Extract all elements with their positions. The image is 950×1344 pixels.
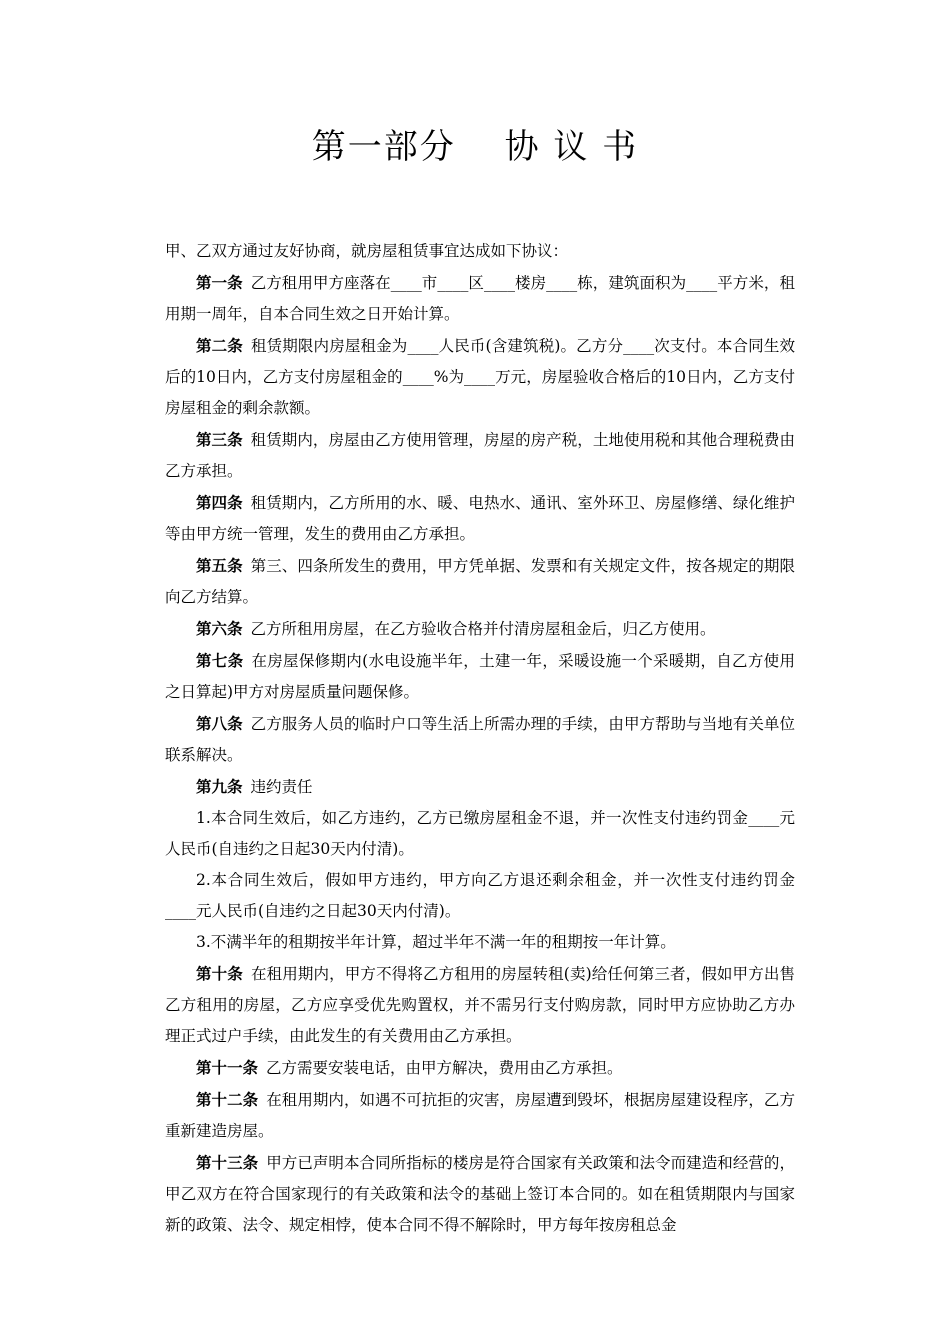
article-6 [165, 613, 795, 645]
article-8 [165, 708, 795, 771]
article-heading: 第九条 [196, 777, 243, 796]
article-text: 违约责任 [250, 778, 313, 796]
article-text: 租赁期限内房屋租金为____人民币(含建筑税)。乙方分____次支付。本合同生效后的10日内，乙方支付房屋租金的____%为____万元，房屋验收合格后的10日内，乙方支付房屋租金的剩余款额。 [165, 337, 795, 417]
agreement-body [165, 236, 795, 1241]
article-3 [165, 424, 795, 487]
article-11 [165, 1052, 795, 1084]
article-4 [165, 487, 795, 550]
article-text: 乙方所租用房屋，在乙方验收合格并付清房屋租金后，归乙方使用。 [250, 620, 716, 638]
article-heading: 第十三条 [196, 1153, 259, 1172]
article-text: 在房屋保修期内(水电设施半年，土建一年，采暖设施一个采暖期，自乙方使用之日算起)甲方对房屋质量问题保修。 [165, 652, 795, 701]
article-9 [165, 771, 795, 803]
article-heading: 第一条 [196, 273, 243, 292]
article-text: 乙方租用甲方座落在____市____区____楼房____栋，建筑面积为____平方米，租用期一周年，自本合同生效之日开始计算。 [165, 274, 795, 323]
liability-item-2: 2.本合同生效后，假如甲方违约，甲方向乙方退还剩余租金，并一次性支付违约罚金____元人民币(自违约之日起30天内付清)。 [165, 871, 795, 920]
article-text: 租赁期内，乙方所用的水、暖、电热水、通讯、室外环卫、房屋修缮、绿化维护等由甲方统一管理，发生的费用由乙方承担。 [165, 494, 795, 543]
article-heading: 第十二条 [196, 1090, 259, 1109]
article-text: 乙方需要安装电话，由甲方解决，费用由乙方承担。 [266, 1059, 623, 1077]
article-heading: 第六条 [196, 619, 243, 638]
article-7 [165, 645, 795, 708]
article-text: 乙方服务人员的临时户口等生活上所需办理的手续，由甲方帮助与当地有关单位联系解决。 [165, 715, 795, 764]
liability-item-1: 1.本合同生效后，如乙方违约，乙方已缴房屋租金不退，并一次性支付违约罚金____元人民币(自违约之日起30天内付清)。 [165, 809, 795, 858]
article-2 [165, 330, 795, 424]
article-heading: 第五条 [196, 556, 243, 575]
article-1 [165, 267, 795, 330]
article-text: 在租用期内，甲方不得将乙方租用的房屋转租(卖)给任何第三者，假如甲方出售乙方租用的房屋，乙方应享受优先购置权，并不需另行支付购房款，同时甲方应协助乙方办理正式过户手续，由此发生的有关费用由乙方承担。 [165, 965, 795, 1045]
article-5 [165, 550, 795, 613]
article-heading: 第十一条 [196, 1058, 259, 1077]
article-heading: 第三条 [196, 430, 243, 449]
article-text: 租赁期内，房屋由乙方使用管理，房屋的房产税，土地使用税和其他合理税费由乙方承担。 [165, 431, 795, 480]
article-text: 甲方已声明本合同所指标的楼房是符合国家有关政策和法令而建造和经营的，甲乙双方在符合国家现行的有关政策和法令的基础上签订本合同的。如在租赁期限内与国家新的政策、法令、规定相悖，使本合同不得不解除时，甲方每年按房租总金 [165, 1154, 795, 1234]
article-heading: 第十条 [196, 964, 243, 983]
article-13 [165, 1147, 795, 1241]
article-heading: 第四条 [196, 493, 243, 512]
liability-item-3: 3.不满半年的租期按半年计算，超过半年不满一年的租期按一年计算。 [196, 933, 676, 951]
page-title: 第一部分 协 议 书 [311, 127, 639, 167]
article-heading: 第二条 [196, 336, 243, 355]
intro-paragraph: 甲、乙双方通过友好协商，就房屋租赁事宜达成如下协议： [165, 242, 569, 260]
article-text: 第三、四条所发生的费用，甲方凭单据、发票和有关规定文件，按各规定的期限向乙方结算。 [165, 557, 795, 606]
article-12 [165, 1084, 795, 1147]
article-10 [165, 958, 795, 1052]
article-heading: 第七条 [196, 651, 244, 670]
article-text: 在租用期内，如遇不可抗拒的灾害，房屋遭到毁坏，根据房屋建设程序，乙方重新建造房屋。 [165, 1091, 795, 1140]
article-heading: 第八条 [196, 714, 243, 733]
